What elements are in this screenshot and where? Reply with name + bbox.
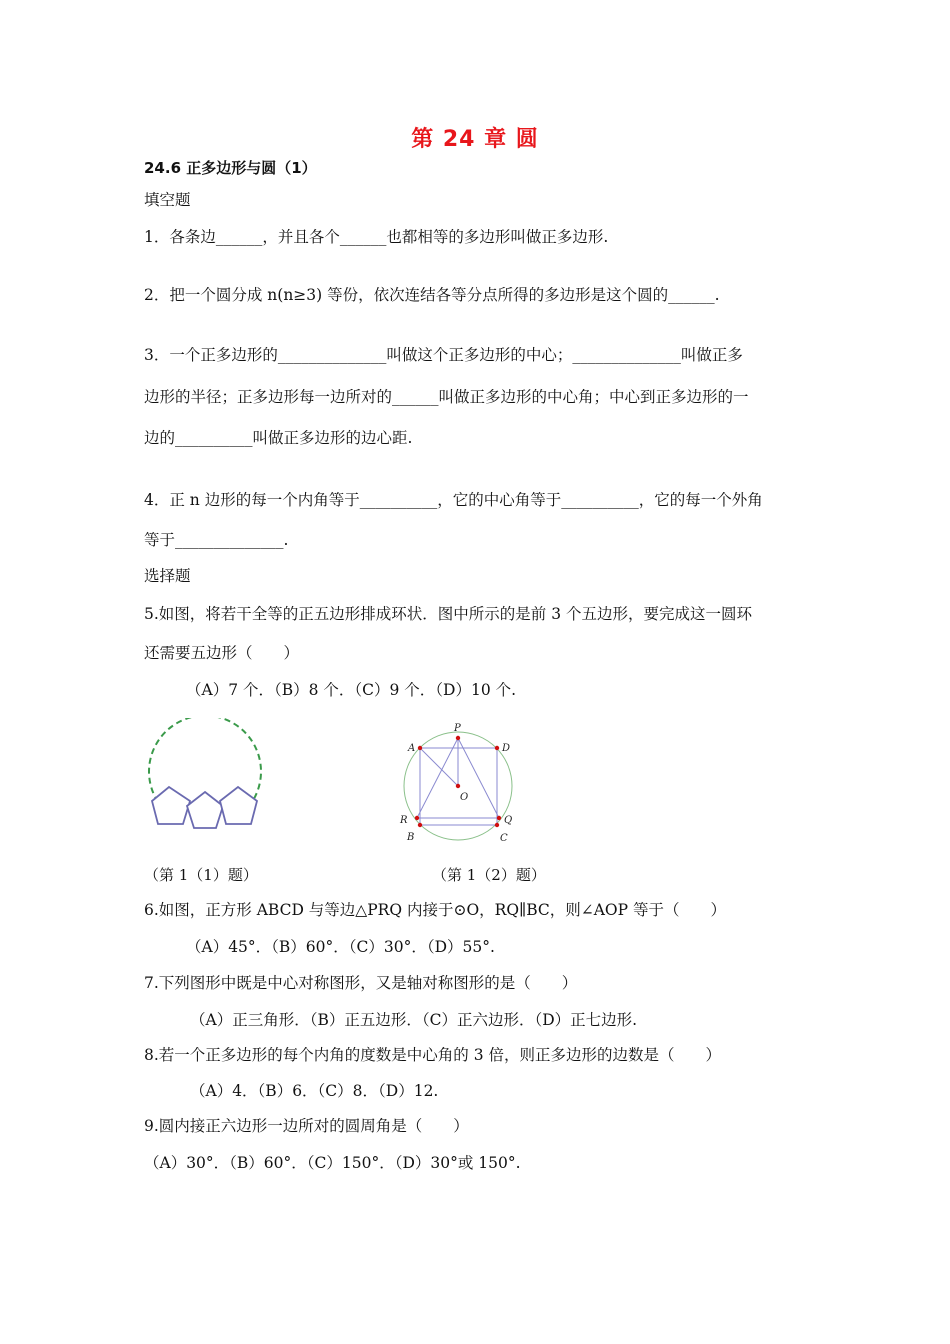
- question-9-options: （A）30°．（B）60°．（C）150°．（D）30°或 150°.: [144, 1154, 521, 1172]
- point-b: [418, 823, 422, 827]
- point-d: [495, 746, 499, 750]
- question-7-options: （A）正三角形．（B）正五边形．（C）正六边形．（D）正七边形.: [190, 1011, 638, 1029]
- question-1: 1．各条边______，并且各个______也都相等的多边形叫做正多边形.: [144, 228, 609, 246]
- point-p: [456, 736, 460, 740]
- label-p: P: [454, 723, 461, 734]
- figure-2-caption: （第 1（2）题）: [432, 866, 546, 884]
- point-c: [495, 823, 499, 827]
- point-o: [456, 784, 460, 788]
- question-5-line-1: 5.如图，将若干全等的正五边形排成环状．图中所示的是前 3 个五边形，要完成这一圆环: [144, 605, 753, 623]
- question-4-line-1: 4．正 n 边形的每一个内角等于__________，它的中心角等于__________，它的每一个外角: [144, 491, 763, 509]
- label-c: C: [500, 833, 508, 844]
- question-7: 7.下列图形中既是中心对称图形，又是轴对称图形的是（ ）: [144, 974, 578, 992]
- pentagon-left: [152, 787, 190, 824]
- label-a: A: [408, 743, 416, 754]
- fill-heading: 填空题: [144, 191, 191, 209]
- question-5-line-2: 还需要五边形（ ）: [144, 644, 300, 662]
- label-q: Q: [504, 815, 513, 826]
- pentagon-middle: [187, 792, 223, 828]
- label-d: D: [502, 743, 511, 754]
- question-3-line-3: 边的__________叫做正多边形的边心距.: [144, 429, 413, 447]
- question-6: 6.如图，正方形 ABCD 与等边△PRQ 内接于⊙O，RQ∥BC，则∠AOP 等于（ ）: [144, 901, 726, 919]
- question-5-options: （A）7 个．（B）8 个．（C）9 个．（D）10 个.: [186, 681, 517, 699]
- point-r: [415, 816, 419, 820]
- label-b: B: [407, 832, 415, 843]
- segment-oa: [420, 748, 458, 786]
- chapter-title: 第 24 章 圆: [411, 127, 539, 152]
- pentagon-right: [220, 787, 257, 824]
- question-2: 2．把一个圆分成 n(n≥3) 等份，依次连结各等分点所得的多边形是这个圆的______.: [144, 286, 720, 304]
- question-8-options: （A）4．（B）6．（C）8．（D）12.: [190, 1082, 439, 1100]
- label-o: O: [460, 792, 469, 803]
- question-8: 8.若一个正多边形的每个内角的度数是中心角的 3 倍，则正多边形的边数是（ ）: [144, 1046, 722, 1064]
- question-3-line-2: 边形的半径；正多边形每一边所对的______叫做正多边形的中心角；中心到正多边形的一: [144, 388, 749, 406]
- figure-1-caption: （第 1（1）题）: [144, 866, 258, 884]
- pentagon-ring-figure: [140, 718, 270, 848]
- question-4-line-2: 等于______________.: [144, 531, 289, 549]
- label-r: R: [400, 815, 408, 826]
- choice-heading: 选择题: [144, 567, 191, 585]
- question-3-line-1: 3．一个正多边形的______________叫做这个正多边形的中心；______________叫做正多: [144, 346, 743, 364]
- point-q: [497, 816, 501, 820]
- section-heading: 24.6 正多边形与圆（1）: [144, 159, 317, 177]
- point-a: [418, 746, 422, 750]
- question-9: 9.圆内接正六边形一边所对的圆周角是（ ）: [144, 1117, 469, 1135]
- inscribed-shapes-figure: [392, 718, 532, 848]
- question-6-options: （A）45°．（B）60°．（C）30°．（D）55°.: [186, 938, 495, 956]
